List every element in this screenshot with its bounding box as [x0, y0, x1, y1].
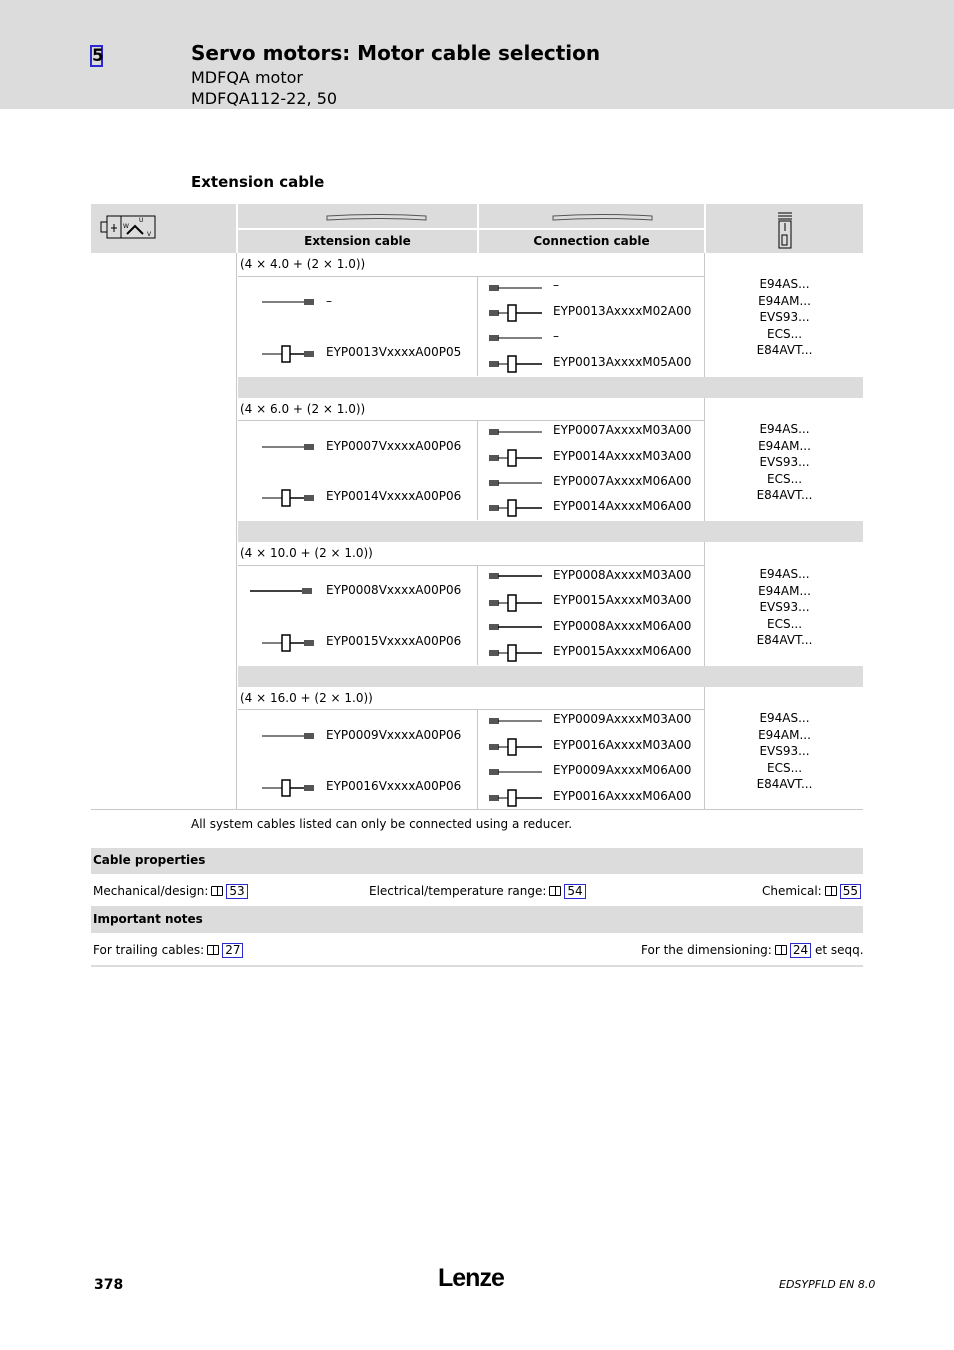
page-link-dimensioning[interactable]: 24 [790, 943, 811, 958]
extension-part-number: EYP0014VxxxxA00P06 [326, 489, 462, 503]
cable-strip-icon [326, 214, 428, 222]
controller-item: E94AS... [759, 567, 810, 581]
cable-strip-icon [552, 214, 654, 222]
connection-part-number: EYP0007AxxxxM06A00 [553, 474, 692, 488]
connection-part-number: EYP0007AxxxxM03A00 [553, 423, 692, 437]
straight-cable-icon [486, 325, 544, 351]
group-separator [238, 521, 863, 542]
page-link-chemical[interactable]: 55 [840, 884, 861, 899]
controller-list [706, 421, 863, 504]
connection-part-number: – [553, 278, 559, 292]
electrical-temperature-label: Electrical/temperature range: [369, 884, 547, 898]
controller-item: ECS... [766, 616, 803, 631]
dimensioning-suffix: et seqq. [814, 943, 864, 957]
connection-part-number: EYP0008AxxxxM06A00 [553, 619, 692, 633]
table-bottom-rule [91, 809, 863, 810]
straight-cable-icon [486, 708, 544, 734]
straight-cable-icon [248, 578, 306, 604]
connection-part-number: EYP0016AxxxxM06A00 [553, 789, 692, 803]
dimensioning-label: For the dimensioning: [641, 943, 772, 957]
row-rule [238, 420, 704, 421]
cable-properties-title: Cable properties [93, 853, 206, 867]
book-icon [775, 945, 787, 955]
extension-cable-icon-cell [238, 204, 477, 228]
controller-item: E94AM... [758, 438, 811, 453]
important-notes-bar [91, 907, 863, 933]
straight-cable-icon [260, 289, 318, 315]
row-rule [238, 709, 704, 710]
controller-item: E94AS... [759, 711, 810, 725]
controller-item: E84AVT... [756, 633, 813, 647]
column-divider [477, 709, 478, 809]
connection-cable-header [479, 230, 704, 253]
angled-cable-icon [486, 494, 544, 520]
angled-cable-icon [486, 784, 544, 810]
straight-cable-icon [260, 434, 318, 460]
connection-cable-icon-cell [479, 204, 704, 228]
straight-cable-icon [486, 563, 544, 589]
controller-item: E94AM... [758, 727, 811, 742]
section-title: Extension cable [191, 173, 325, 191]
angled-cable-icon [486, 639, 544, 665]
straight-cable-icon [486, 470, 544, 496]
extension-part-number: EYP0008VxxxxA00P06 [326, 583, 462, 597]
book-icon [549, 886, 561, 896]
book-icon [825, 886, 837, 896]
important-notes-row [91, 935, 863, 967]
extension-cable-header-label: Extension cable [304, 234, 411, 248]
book-icon [207, 945, 219, 955]
connection-part-number: EYP0015AxxxxM06A00 [553, 644, 692, 658]
cable-spec: (4 × 10.0 + (2 × 1.0)) [240, 546, 373, 560]
angled-cable-icon [486, 350, 544, 376]
controller-item: E84AVT... [756, 488, 813, 502]
controller-item: E84AVT... [756, 343, 813, 357]
connection-part-number: EYP0014AxxxxM06A00 [553, 499, 692, 513]
connection-part-number: EYP0008AxxxxM03A00 [553, 568, 692, 582]
controller-header-cell [706, 204, 863, 253]
cable-properties-bar [91, 848, 863, 874]
connection-part-number: EYP0014AxxxxM03A00 [553, 449, 692, 463]
group-separator [238, 377, 863, 398]
straight-cable-icon [486, 275, 544, 301]
connection-part-number: EYP0009AxxxxM03A00 [553, 712, 692, 726]
controller-item: E94AS... [759, 277, 810, 291]
table-footnote: All system cables listed can only be connected using a reducer. [191, 817, 573, 831]
electrical-temperature-ref [369, 884, 586, 899]
column-divider [477, 565, 478, 665]
page-subtitle-model: MDFQA112-22, 50 [191, 89, 338, 108]
controller-item: EVS93... [759, 600, 810, 614]
angled-cable-icon [486, 733, 544, 759]
angled-cable-icon [486, 589, 544, 615]
document-id: EDSYPFLD EN 8.0 [779, 1278, 876, 1291]
row-rule [238, 276, 704, 277]
controller-icon [777, 211, 793, 249]
mechanical-design-ref [93, 884, 248, 899]
page-number: 378 [94, 1277, 124, 1293]
motor-header-cell [91, 204, 236, 253]
angled-cable-icon [260, 484, 318, 510]
straight-cable-icon [486, 419, 544, 445]
lenze-logo: Lenze [438, 1264, 504, 1292]
angled-cable-icon [486, 444, 544, 470]
svg-text:W: W [123, 223, 129, 230]
angled-cable-icon [260, 629, 318, 655]
connection-part-number: EYP0013AxxxxM05A00 [553, 355, 692, 369]
cable-properties-row [91, 876, 863, 908]
trailing-cables-ref [93, 943, 243, 958]
page-subtitle-motor: MDFQA motor [191, 68, 303, 87]
controller-item: ECS... [766, 471, 803, 486]
cable-spec: (4 × 16.0 + (2 × 1.0)) [240, 691, 373, 705]
controller-item: EVS93... [759, 744, 810, 758]
connection-part-number: EYP0015AxxxxM03A00 [553, 593, 692, 607]
important-notes-title: Important notes [93, 912, 203, 926]
connection-part-number: – [553, 329, 559, 343]
controller-item: EVS93... [759, 310, 810, 324]
dimensioning-ref [641, 943, 864, 958]
connection-cable-header-label: Connection cable [533, 234, 650, 248]
svg-text:U: U [139, 217, 144, 224]
column-divider [477, 276, 478, 376]
connection-part-number: EYP0013AxxxxM02A00 [553, 304, 692, 318]
extension-part-number: EYP0007VxxxxA00P06 [326, 439, 462, 453]
cable-spec: (4 × 4.0 + (2 × 1.0)) [240, 257, 366, 271]
chemical-label: Chemical: [762, 884, 822, 898]
controller-item: ECS... [766, 326, 803, 341]
controller-list [706, 276, 863, 359]
connection-part-number: EYP0009AxxxxM06A00 [553, 763, 692, 777]
controller-item: ECS... [766, 760, 803, 775]
angled-cable-icon [486, 299, 544, 325]
controller-item: EVS93... [759, 455, 810, 469]
chemical-ref [762, 884, 861, 899]
connection-part-number: EYP0016AxxxxM03A00 [553, 738, 692, 752]
controller-item: E94AM... [758, 583, 811, 598]
controller-list [706, 566, 863, 649]
angled-cable-icon [260, 774, 318, 800]
straight-cable-icon [486, 614, 544, 640]
page-title: Servo motors: Motor cable selection [191, 41, 601, 65]
controller-item: E94AM... [758, 293, 811, 308]
mechanical-design-label: Mechanical/design: [93, 884, 209, 898]
book-icon [211, 886, 223, 896]
motor-icon [99, 212, 159, 242]
extension-cable-header [238, 230, 477, 253]
page-link-trailing[interactable]: 27 [222, 943, 243, 958]
group-separator [238, 666, 863, 687]
page-link-mechanical[interactable]: 53 [226, 884, 247, 899]
angled-cable-icon [260, 340, 318, 366]
page-link-electrical[interactable]: 54 [564, 884, 585, 899]
straight-cable-icon [486, 759, 544, 785]
trailing-cables-label: For trailing cables: [93, 943, 205, 957]
chapter-number-link[interactable]: 5 [92, 46, 104, 66]
cable-spec: (4 × 6.0 + (2 × 1.0)) [240, 402, 366, 416]
extension-part-number: EYP0009VxxxxA00P06 [326, 728, 462, 742]
extension-part-number: – [326, 294, 332, 308]
svg-text:V: V [147, 231, 152, 238]
extension-part-number: EYP0016VxxxxA00P06 [326, 779, 462, 793]
row-rule [238, 565, 704, 566]
column-divider [236, 253, 237, 809]
extension-part-number: EYP0013VxxxxA00P05 [326, 345, 462, 359]
column-divider [477, 420, 478, 520]
controller-list [706, 710, 863, 793]
straight-cable-icon [260, 723, 318, 749]
controller-item: E94AS... [759, 422, 810, 436]
controller-item: E84AVT... [756, 777, 813, 791]
extension-part-number: EYP0015VxxxxA00P06 [326, 634, 462, 648]
